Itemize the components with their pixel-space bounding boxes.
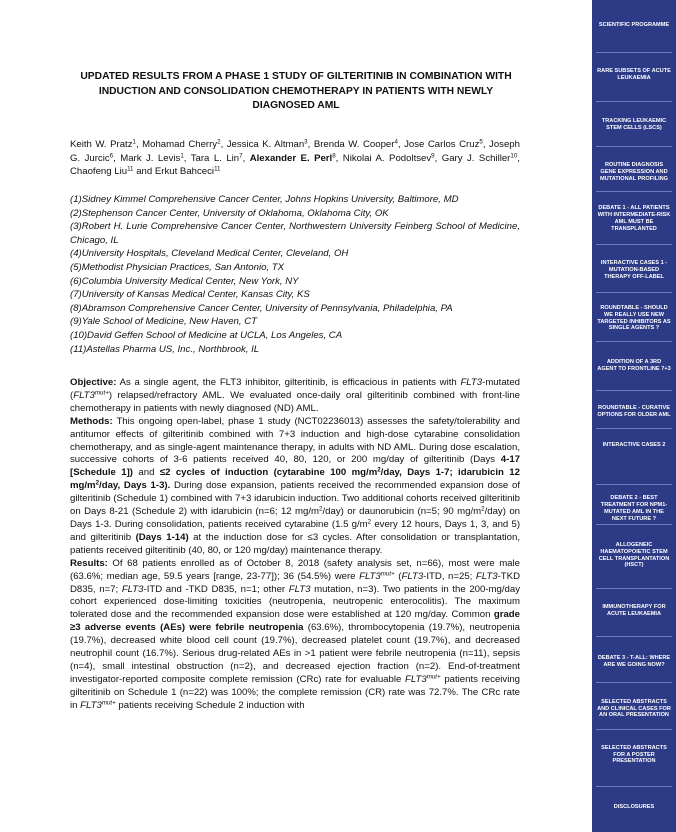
author-name: Nikolai A. Podoltsev: [342, 152, 432, 164]
nav-item-label: INTERACTIVE CASES 2: [602, 441, 666, 448]
author-name: Erkut Bahceci: [154, 166, 215, 177]
nav-separator: [596, 636, 672, 637]
author-affiliation-number: 11: [127, 165, 134, 173]
author: [314, 139, 398, 150]
author: [120, 153, 184, 164]
nav-separator: [596, 292, 672, 293]
nav-item-label: DISCLOSURES: [613, 803, 655, 810]
nav-item-rare-subsets-of-acute-leukaemia[interactable]: [592, 56, 676, 94]
author-affiliation-number: 10: [510, 152, 518, 159]
affiliation-item: (9)Yale School of Medicine, New Haven, CT: [70, 316, 257, 328]
author-list: Keith W. Pratz$^1$, Mohamad Cherry$^2$, Jessica K. Altman$^3$, Brenda W. Cooper$^4$, Jose Carlos Cruz$^5$, Joseph G. Jurcic$^6$, Mark J. Levis$^1$, Tara L. Lin$^7$, Alexander E. Perl$^8$, Nikolai A. Podoltsev$^9$, Gary J. Schiller$^{10}$, Chaofeng Liu$^{11}$ and Erkut Bahceci$^{11}$: [70, 138, 520, 177]
affiliation-item: (10)David Geffen School of Medicine at UCLA, Los Angeles, CA: [70, 329, 343, 341]
author-conjunction: and: [136, 166, 153, 177]
author-affiliation-number: 2: [217, 138, 221, 146]
author-affiliation-number: 3: [304, 138, 308, 146]
nav-separator: [596, 729, 672, 730]
author: [442, 153, 518, 164]
author: [191, 153, 243, 164]
author-name: Jessica K. Altman: [226, 139, 305, 150]
author: [343, 153, 435, 164]
nav-item-label: SELECTED ABSTRACTS FOR A POSTER PRESENTATION: [601, 744, 667, 765]
nav-item-label: SCIENTIFIC PROGRAMME: [598, 21, 670, 28]
author-name: Chaofeng Liu: [70, 166, 128, 177]
nav-separator: [596, 682, 672, 683]
affiliations-list: [70, 193, 520, 356]
nav-item-label: SELECTED ABSTRACTS AND CLINICAL CASES FOR AN ORAL PRESENTATION: [597, 698, 671, 719]
nav-separator: [596, 390, 672, 391]
nav-separator: [596, 786, 672, 787]
author-affiliation-number: 11: [214, 165, 221, 173]
nav-item-label: ADDITION OF A 3RD AGENT TO FRONTLINE 7+3: [597, 359, 671, 372]
programme-sidebar: [592, 0, 676, 832]
nav-item-label: IMMUNOTHERAPY FOR ACUTE LEUKAEMIA: [602, 604, 666, 617]
author-name: Mohamad Cherry: [142, 139, 218, 150]
nav-item-label: ALLOGENEIC HAEMATOPOIETIC STEM CELL TRANSPLANTATION (HSCT): [598, 541, 670, 569]
nav-item-tracking-leukaemic-stem-cells-lscs[interactable]: [592, 105, 676, 145]
nav-separator: [596, 191, 672, 192]
nav-separator: [596, 52, 672, 53]
author-affiliation-number: 5: [479, 138, 483, 146]
author: [227, 139, 308, 150]
nav-item-disclosures[interactable]: [592, 790, 676, 824]
author-name: Brenda W. Cooper: [313, 139, 395, 150]
nav-separator: [596, 524, 672, 525]
author-name: Gary J. Schiller: [441, 152, 511, 164]
nav-item-roundtable-curative-options-for-older-am[interactable]: [592, 394, 676, 430]
affiliation-item: (6)Columbia University Medical Center, New York, NY: [70, 275, 299, 287]
results-paragraph: Results: Of 68 patients enrolled as of October 8, 2018 (safety analysis set, n=66), most were male (63.6%; median age, 59.5 years [range, 23-77]); 36 (54.5%) were $FLT3^{mut+}$ (FLT3-ITD, n=25; FLT3-TKD D835, n=7; FLT3-ITD and -TKD D835, n=1; other FLT3 mutation, n=3). Two patients in the 200-mg/day cohort experienced dose-limiting toxicities (neutropenia, neutropenic enterocolitis). The maximum tolerated dose and the recommended expansion dose were established at 120 mg/day. Common grade ≥3 adverse events (AEs) were febrile neutropenia (63.6%), thrombocytopenia (19.7%), neutropenia (19.7%), decreased white blood cell count (19.7%), decreased platelet count (19.7%), and decreased neutrophil count (16.7%). Serious drug-related AEs in >1 patient were febrile neutropenia (n=11), sepsis (n=4), small intestinal obstruction (n=2), and decreased ejection fraction (n=2). End-of-treatment investigator-reported composite complete remission (CRc) rate for evaluable $FLT3^{mut+}$ patients receiving gilteritinib on Schedule 1 (n=22) was 100%; the complete remission (CR) rate was 72.7%. The CRc rate in $FLT3^{mut+}$ patients receiving Schedule 2 induction with: [70, 557, 521, 711]
nav-item-interactive-cases-2[interactable]: [592, 432, 676, 458]
author: [142, 139, 220, 150]
author-name: Jose Carlos Cruz: [404, 139, 480, 150]
author: [70, 166, 134, 177]
author: [404, 139, 483, 150]
nav-item-label: RARE SUBSETS OF ACUTE LEUKAEMIA: [597, 68, 671, 81]
author-name: Tara L. Lin: [190, 152, 240, 164]
nav-item-label: ROUTINE DIAGNOSIS GENE EXPRESSION AND MUTATIONAL PROFILING: [599, 162, 669, 182]
nav-item-label: DEBATE 2 - BEST TREATMENT FOR NPM1-MUTATED AML IN THE NEXT FUTURE ?: [600, 495, 668, 522]
affiliation-item: (5)Methodist Physician Practices, San Antonio, TX: [70, 261, 284, 273]
objective-paragraph: Objective: As a single agent, the FLT3 inhibitor, gilteritinib, is efficacious in patients with FLT3-mutated $(FLT3^{mut+})$ relapsed/refractory AML. We evaluated once-daily oral gilteritinib combined with front-line chemotherapy in patients with newly diagnosed (ND) AML.: [70, 377, 520, 414]
author-name: Mark J. Levis: [120, 152, 181, 164]
results-heading: Results:: [70, 557, 108, 569]
author-name: Joseph G. Jurcic: [70, 139, 520, 164]
methods-heading: Methods:: [70, 415, 113, 427]
author-affiliation-number: 8: [332, 152, 336, 159]
affiliation-item: (1)Sidney Kimmel Comprehensive Cancer Center, Johns Hopkins University, Baltimore, MD: [70, 194, 459, 205]
nav-item-allogeneic-haematopoietic-stem-cell-tran[interactable]: [592, 528, 676, 583]
nav-separator: [596, 146, 672, 147]
nav-item-debate-3-t-all-where-are-we-going-now[interactable]: [592, 640, 676, 684]
author-affiliation-number: 4: [394, 138, 398, 146]
abstract-title: UPDATED RESULTS FROM A PHASE 1 STUDY OF GILTERITINIB IN COMBINATION WITH INDUCTION AND CONSOLIDATION CHEMOTHERAPY IN PATIENTS WITH NEWLY DIAGNOSED AML: [80, 71, 512, 111]
author-affiliation-number: 6: [109, 152, 114, 159]
author: [70, 139, 136, 150]
author-affiliation-number: 9: [431, 152, 435, 159]
nav-separator: [596, 588, 672, 589]
nav-separator: [596, 428, 672, 429]
author: [250, 153, 336, 164]
nav-separator: [596, 244, 672, 245]
author: [155, 166, 221, 177]
nav-item-immunotherapy-for-acute-leukaemia[interactable]: [592, 592, 676, 630]
nav-item-label: ROUNDTABLE - SHOULD WE REALLY USE NEW TARGETED INHIBITORS AS SINGLE AGENTS ?: [597, 304, 671, 332]
nav-item-debate-1-all-patients-with-intermediate-[interactable]: [592, 195, 676, 243]
nav-item-selected-abstracts-for-a-poster-presenta[interactable]: [592, 733, 676, 777]
nav-item-selected-abstracts-and-clinical-cases-fo[interactable]: [592, 686, 676, 732]
objective-heading: Objective:: [70, 377, 117, 388]
author-name: Keith W. Pratz: [70, 139, 133, 150]
nav-separator: [596, 341, 672, 342]
nav-item-scientific-programme[interactable]: [592, 6, 676, 44]
affiliation-item: (4)University Hospitals, Cleveland Medical Center, Cleveland, OH: [70, 248, 349, 260]
author-affiliation-number: 1: [180, 152, 184, 159]
nav-separator: [596, 101, 672, 102]
nav-item-label: ROUNDTABLE - CURATIVE OPTIONS FOR OLDER AML: [597, 405, 671, 418]
nav-item-label: DEBATE 3 - T-ALL: WHERE ARE WE GOING NOW?: [597, 655, 671, 668]
methods-paragraph: Methods: This ongoing open-label, phase 1 study (NCT02236013) assesses the safety/tolerability and antitumor effects of gilteritinib combined with 7+3 induction and high-dose cytarabine consolidation chemotherapy, and as single-agent maintenance therapy, in adults with ND AML. During dose escalation, successive cohorts of 3-6 patients received 40, 80, 120, or 200 mg/day of gilteritinib (Days 4-17 [Schedule 1]) and ≤2 cycles of induction (cytarabine 100 $mg/m^2$/day, Days 1-7; idarubicin 12 $mg/m^2$/day, Days 1-3). During dose expansion, patients received the recommended expansion dose of gilteritinib (Schedule 1) combined with 7+3 idarubicin induction. Two additional cohorts received gilteritinib on Days 8-21 (Schedule 2) with idarubicin (n=6; 12 $mg/m^2/day$) or daunorubicin (n=5; 90 $mg/m^2/day$) on Days 1-3. During consolidation, patients received cytarabine (1.5 $g/m^2$ every 12 hours, Days 1, 3, and 5) and gilteritinib (Days 1-14) at the induction dose for ≤3 cycles. After consolidation or transplantation, patients received gilteritinib (40, 80, or 120 mg/day) maintenance therapy.: [70, 415, 521, 556]
nav-item-label: TRACKING LEUKAEMIC STEM CELLS (LSCS): [601, 118, 667, 131]
affiliation-item: (7)University of Kansas Medical Center, Kansas City, KS: [70, 289, 310, 301]
author-affiliation-number: 7: [239, 152, 243, 159]
nav-separator: [596, 484, 672, 485]
abstract-body: [70, 377, 520, 713]
affiliation-item: (8)Abramson Comprehensive Cancer Center, University of Pennsylvania, Philadelphia, PA: [70, 302, 453, 314]
nav-item-routine-diagnosis-gene-expression-and-mu[interactable]: [592, 150, 676, 195]
author-affiliation-number: 1: [132, 138, 136, 146]
nav-item-label: DEBATE 1 - ALL PATIENTS WITH INTERMEDIATE-RISK AML MUST BE TRANSPLANTED: [597, 205, 671, 232]
author-name: Alexander E. Perl: [249, 152, 333, 164]
nav-item-addition-of-a-3rd-agent-to-frontline-7-3[interactable]: [592, 345, 676, 387]
affiliation-item: (2)Stephenson Cancer Center, University of Oklahoma, Oklahoma City, OK: [70, 207, 389, 219]
affiliation-item: (11)Astellas Pharma US, Inc., Northbrook, IL: [70, 343, 260, 355]
nav-item-label: INTERACTIVE CASES 1 - MUTATION-BASED THERAPY OFF-LABEL: [600, 260, 668, 280]
nav-item-roundtable-should-we-really-use-new-targ[interactable]: [592, 296, 676, 341]
nav-item-interactive-cases-1-mutation-based-thera[interactable]: [592, 248, 676, 293]
affiliation-item: (3)Robert H. Lurie Comprehensive Cancer Center, Northwestern University Feinberg School of Medicine, Chicago, IL: [70, 221, 520, 246]
